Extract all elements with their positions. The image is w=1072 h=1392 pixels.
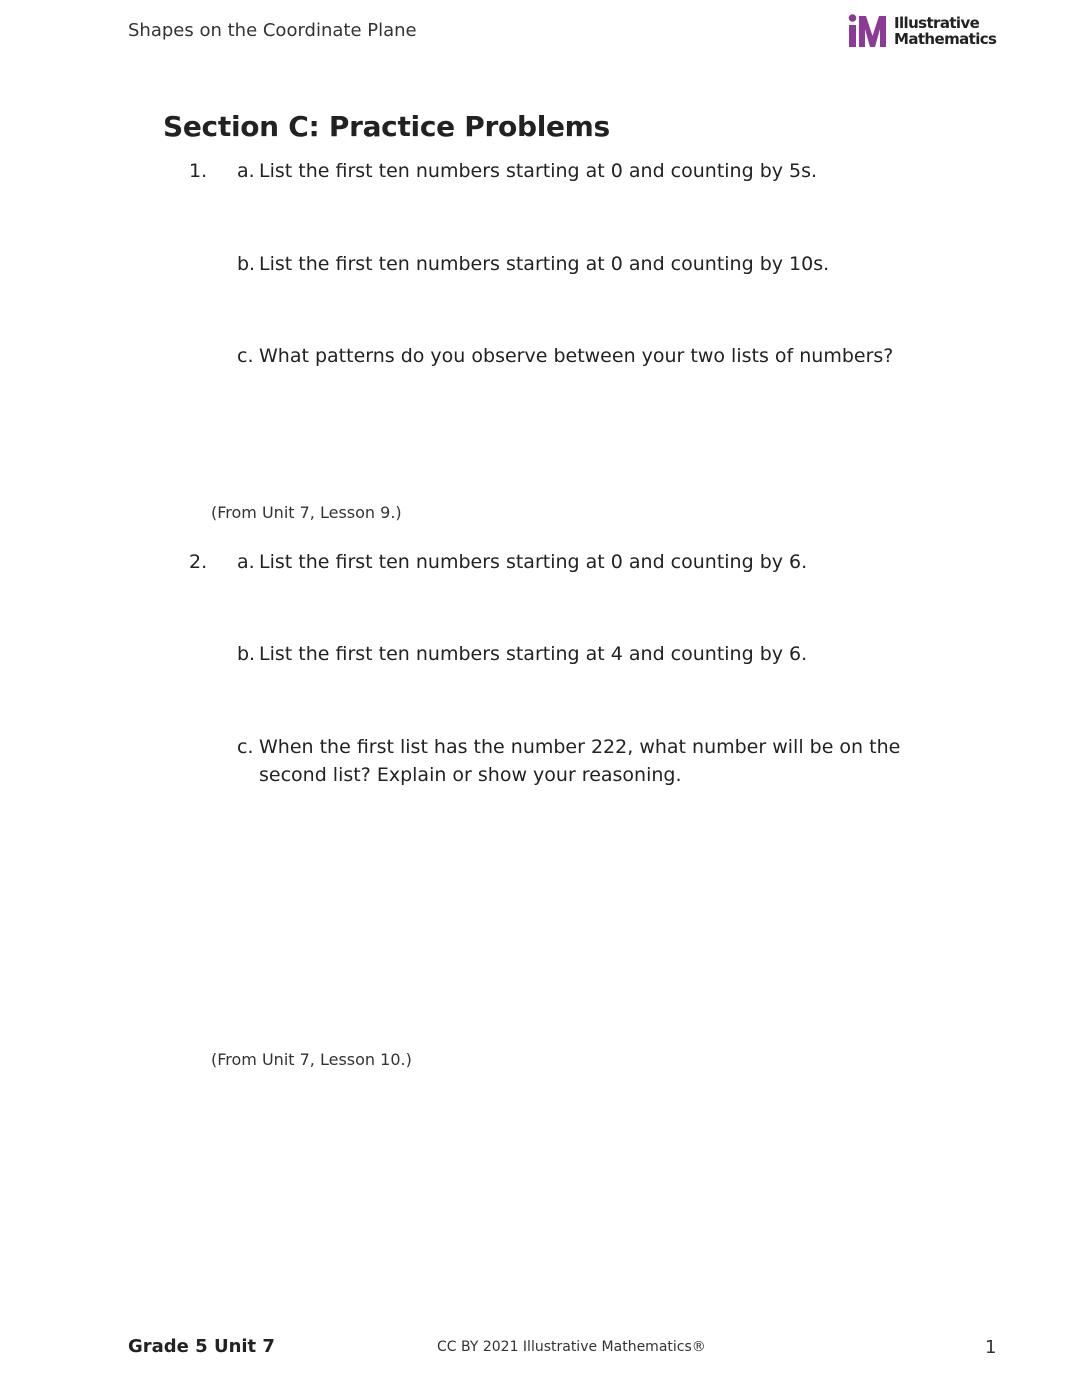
logo-line-1: Illustrative	[894, 14, 980, 32]
part-letter: c.	[237, 736, 254, 758]
problem-1-source: (From Unit 7, Lesson 9.)	[211, 503, 402, 522]
problem-1-part-b	[237, 250, 949, 278]
problem-1-part-a	[237, 157, 949, 185]
problem-2-part-c	[237, 733, 949, 789]
part-text: When the first list has the number 222, what number will be on the second list? Explain or show your reasoning.	[259, 736, 901, 786]
problem-2-part-a	[237, 548, 949, 576]
section-title: Section C: Practice Problems	[163, 110, 610, 143]
part-text: List the first ten numbers starting at 4 and counting by 6.	[259, 643, 808, 665]
problem-1-number: 1.	[189, 160, 208, 182]
part-text: List the first ten numbers starting at 0 and counting by 10s.	[259, 253, 830, 275]
problem-2-part-b	[237, 640, 949, 668]
part-letter: b.	[237, 253, 256, 275]
footer-page-number: 1	[985, 1337, 997, 1358]
running-header-title: Shapes on the Coordinate Plane	[128, 20, 417, 41]
logo-wordmark	[894, 15, 996, 47]
illustrative-mathematics-logo	[848, 14, 1008, 50]
footer-license: CC BY 2021 Illustrative Mathematics®	[437, 1339, 706, 1355]
problem-2-source: (From Unit 7, Lesson 10.)	[211, 1050, 412, 1069]
part-text: List the first ten numbers starting at 0 and counting by 6.	[259, 551, 808, 573]
part-text: What patterns do you observe between your two lists of numbers?	[259, 345, 894, 367]
problem-2-number: 2.	[189, 551, 208, 573]
footer-grade-unit: Grade 5 Unit 7	[128, 1336, 275, 1357]
problem-1-part-c	[237, 342, 949, 370]
part-letter: c.	[237, 345, 254, 367]
part-text: List the first ten numbers starting at 0 and counting by 5s.	[259, 160, 818, 182]
im-logo-icon	[848, 14, 888, 48]
logo-line-2: Mathematics	[894, 30, 997, 48]
part-letter: b.	[237, 643, 256, 665]
part-letter: a.	[237, 551, 255, 573]
part-letter: a.	[237, 160, 255, 182]
